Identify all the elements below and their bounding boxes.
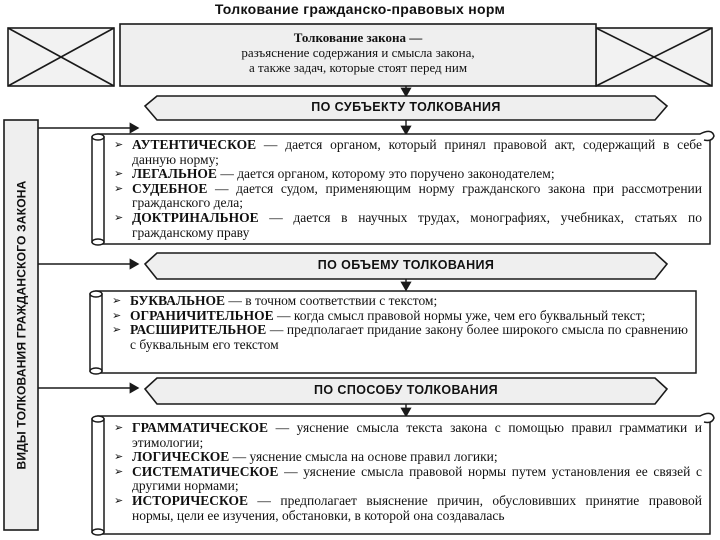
caption-subject: ПО СУБЪЕКТУ ТОЛКОВАНИЯ	[311, 100, 501, 114]
list-item: ➢ ОГРАНИЧИТЕЛЬНОЕ — когда смысл правовой нормы уже, чем его буквальный текст;	[112, 307, 646, 323]
list-item: ➢ ЛЕГАЛЬНОЕ — дается органом, которому это поручено законодателем;	[114, 166, 555, 182]
list-item: ➢ ГРАММАТИЧЕСКОЕ — уяснение смысла текста закона с помощью правил грамматики и этимологии;	[114, 420, 702, 450]
side-label	[4, 120, 38, 530]
arrow-bullet-icon: ➢	[112, 294, 122, 307]
list-item: ➢ СИСТЕМАТИЧЕСКОЕ — уяснение смысла правовой нормы путем установления ее связей с другими нормами;	[114, 463, 702, 494]
list-item: ➢ АУТЕНТИЧЕСКОЕ — дается органом, который принял правовой акт, содержащий в себе данную норму;	[114, 137, 702, 167]
list-subject	[112, 138, 702, 240]
caption-method: ПО СПОСОБУ ТОЛКОВАНИЯ	[314, 383, 498, 397]
arrow-bullet-icon: ➢	[114, 421, 124, 434]
list-volume	[110, 294, 688, 352]
list-item: ➢ БУКВАЛЬНОЕ — в точном соответствии с текстом;	[112, 293, 438, 308]
arrow-bullet-icon: ➢	[112, 323, 122, 337]
caption-volume: ПО ОБЪЕМУ ТОЛКОВАНИЯ	[317, 258, 495, 272]
arrow-bullet-icon: ➢	[114, 138, 124, 151]
list-item: ➢ СУДЕБНОЕ — дается судом, применяющим норму гражданского закона при рассмотрении гражданского дела;	[114, 180, 702, 211]
definition-text	[122, 30, 594, 75]
list-item: ➢ ИСТОРИЧЕСКОЕ — предполагает выяснение причин, обусловивших принятие правовой нормы, цели ее изучения, обстановки, в которой она создавалась	[114, 492, 702, 523]
arrow-bullet-icon: ➢	[114, 450, 124, 464]
definition-heading: Толкование закона —	[293, 30, 423, 45]
arrow-bullet-icon: ➢	[114, 167, 124, 181]
list-item: ➢ РАСШИРИТЕЛЬНОЕ — предполагает придание закону более широкого смысла по сравнению с буквальным его текстом	[112, 322, 688, 352]
page-title: Толкование гражданско-правовых норм	[214, 1, 506, 17]
arrow-bullet-icon: ➢	[112, 308, 122, 322]
arrow-bullet-icon: ➢	[114, 210, 124, 224]
list-method	[112, 421, 702, 523]
side-label-text: ВИДЫ ТОЛКОВАНИЯ ГРАЖДАНСКОГО ЗАКОНА	[14, 180, 29, 470]
list-item: ➢ ДОКТРИНАЛЬНОЕ — дается в научных трудах, монографиях, учебниках, статьях по гражданскому праву	[114, 209, 702, 240]
definition-line1: разъяснение содержания и смысла закона,	[241, 45, 475, 60]
definition-line2: а также задач, которые стоят перед ним	[248, 60, 468, 75]
arrow-bullet-icon: ➢	[114, 464, 124, 478]
arrow-bullet-icon: ➢	[114, 181, 124, 195]
arrow-bullet-icon: ➢	[114, 493, 124, 507]
list-item: ➢ ЛОГИЧЕСКОЕ — уяснение смысла на основе правил логики;	[114, 449, 498, 465]
